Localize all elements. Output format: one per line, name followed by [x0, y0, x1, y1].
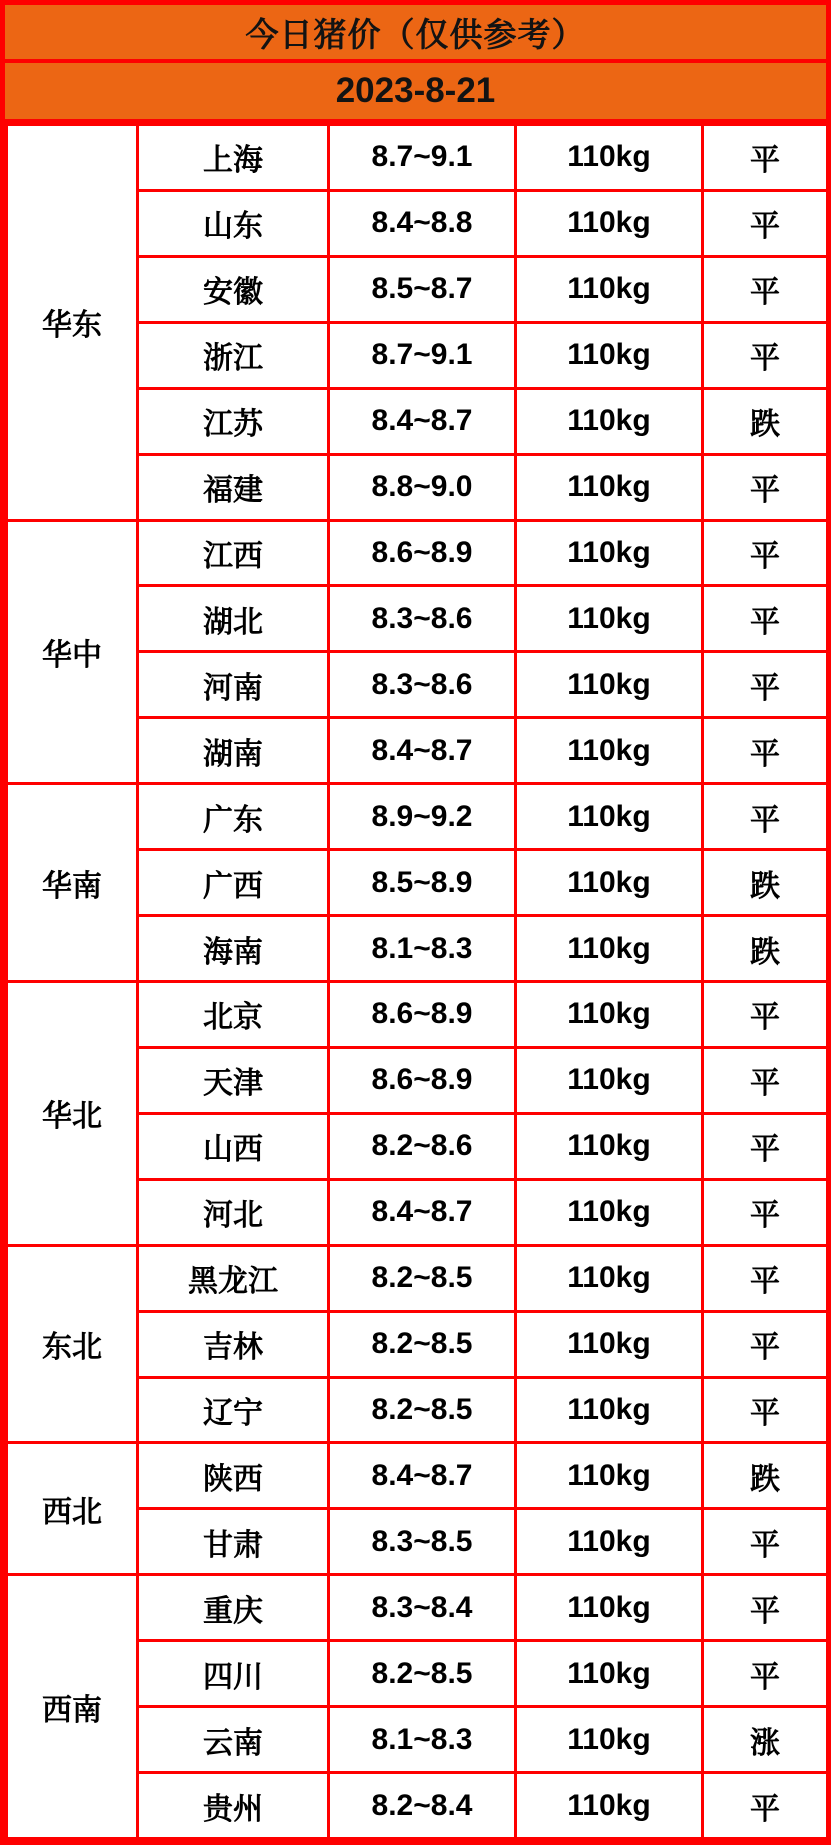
region-cell: 华北 — [7, 981, 138, 1245]
price-cell: 8.6~8.9 — [329, 1047, 516, 1113]
status-cell: 平 — [703, 1245, 828, 1311]
province-cell: 陕西 — [138, 1443, 329, 1509]
weight-cell: 110kg — [516, 1113, 703, 1179]
weight-cell: 110kg — [516, 520, 703, 586]
weight-cell: 110kg — [516, 1047, 703, 1113]
province-cell: 安徽 — [138, 256, 329, 322]
region-cell: 华南 — [7, 784, 138, 982]
status-cell: 平 — [703, 1113, 828, 1179]
status-cell: 平 — [703, 1179, 828, 1245]
province-cell: 海南 — [138, 916, 329, 982]
province-cell: 吉林 — [138, 1311, 329, 1377]
status-cell: 平 — [703, 784, 828, 850]
price-cell: 8.2~8.5 — [329, 1245, 516, 1311]
price-cell: 8.3~8.4 — [329, 1575, 516, 1641]
region-cell: 西南 — [7, 1575, 138, 1839]
weight-cell: 110kg — [516, 1311, 703, 1377]
price-cell: 8.2~8.5 — [329, 1641, 516, 1707]
weight-cell: 110kg — [516, 1245, 703, 1311]
weight-cell: 110kg — [516, 454, 703, 520]
weight-cell: 110kg — [516, 1509, 703, 1575]
province-cell: 黑龙江 — [138, 1245, 329, 1311]
weight-cell: 110kg — [516, 718, 703, 784]
status-cell: 平 — [703, 718, 828, 784]
pig-price-table — [5, 123, 829, 1840]
weight-cell: 110kg — [516, 1575, 703, 1641]
province-cell: 北京 — [138, 981, 329, 1047]
price-cell: 8.8~9.0 — [329, 454, 516, 520]
price-cell: 8.2~8.5 — [329, 1377, 516, 1443]
status-cell: 平 — [703, 1311, 828, 1377]
weight-cell: 110kg — [516, 1443, 703, 1509]
weight-cell: 110kg — [516, 1179, 703, 1245]
price-cell: 8.3~8.6 — [329, 652, 516, 718]
province-cell: 江西 — [138, 520, 329, 586]
province-cell: 四川 — [138, 1641, 329, 1707]
price-cell: 8.9~9.2 — [329, 784, 516, 850]
price-cell: 8.6~8.9 — [329, 520, 516, 586]
weight-cell: 110kg — [516, 586, 703, 652]
province-cell: 江苏 — [138, 388, 329, 454]
weight-cell: 110kg — [516, 850, 703, 916]
price-cell: 8.4~8.8 — [329, 190, 516, 256]
province-cell: 湖南 — [138, 718, 329, 784]
price-cell: 8.7~9.1 — [329, 322, 516, 388]
status-cell: 平 — [703, 190, 828, 256]
province-cell: 广东 — [138, 784, 329, 850]
province-cell: 湖北 — [138, 586, 329, 652]
date-label: 2023-8-21 — [5, 63, 826, 123]
weight-cell: 110kg — [516, 388, 703, 454]
province-cell: 浙江 — [138, 322, 329, 388]
status-cell: 跌 — [703, 916, 828, 982]
status-cell: 平 — [703, 981, 828, 1047]
province-cell: 山东 — [138, 190, 329, 256]
status-cell: 平 — [703, 1377, 828, 1443]
status-cell: 跌 — [703, 850, 828, 916]
price-cell: 8.5~8.9 — [329, 850, 516, 916]
price-cell: 8.4~8.7 — [329, 1443, 516, 1509]
province-cell: 广西 — [138, 850, 329, 916]
price-cell: 8.2~8.5 — [329, 1311, 516, 1377]
page-title: 今日猪价（仅供参考） — [5, 5, 826, 63]
province-cell: 河南 — [138, 652, 329, 718]
weight-cell: 110kg — [516, 190, 703, 256]
weight-cell: 110kg — [516, 981, 703, 1047]
province-cell: 贵州 — [138, 1773, 329, 1839]
price-row — [7, 981, 828, 1047]
status-cell: 平 — [703, 586, 828, 652]
weight-cell: 110kg — [516, 784, 703, 850]
region-cell: 华东 — [7, 125, 138, 521]
weight-cell: 110kg — [516, 916, 703, 982]
price-cell: 8.4~8.7 — [329, 1179, 516, 1245]
price-row — [7, 125, 828, 191]
province-cell: 辽宁 — [138, 1377, 329, 1443]
weight-cell: 110kg — [516, 1707, 703, 1773]
province-cell: 云南 — [138, 1707, 329, 1773]
status-cell: 平 — [703, 1575, 828, 1641]
price-cell: 8.1~8.3 — [329, 916, 516, 982]
status-cell: 涨 — [703, 1707, 828, 1773]
status-cell: 跌 — [703, 1443, 828, 1509]
status-cell: 平 — [703, 125, 828, 191]
price-cell: 8.3~8.6 — [329, 586, 516, 652]
status-cell: 平 — [703, 1509, 828, 1575]
price-cell: 8.4~8.7 — [329, 388, 516, 454]
province-cell: 山西 — [138, 1113, 329, 1179]
price-cell: 8.2~8.6 — [329, 1113, 516, 1179]
price-row — [7, 1575, 828, 1641]
region-cell: 东北 — [7, 1245, 138, 1443]
province-cell: 上海 — [138, 125, 329, 191]
weight-cell: 110kg — [516, 322, 703, 388]
weight-cell: 110kg — [516, 1773, 703, 1839]
price-cell: 8.4~8.7 — [329, 718, 516, 784]
weight-cell: 110kg — [516, 652, 703, 718]
price-cell: 8.3~8.5 — [329, 1509, 516, 1575]
price-cell: 8.1~8.3 — [329, 1707, 516, 1773]
weight-cell: 110kg — [516, 125, 703, 191]
price-row — [7, 1245, 828, 1311]
status-cell: 平 — [703, 1641, 828, 1707]
status-cell: 平 — [703, 652, 828, 718]
price-cell: 8.7~9.1 — [329, 125, 516, 191]
status-cell: 平 — [703, 454, 828, 520]
region-cell: 华中 — [7, 520, 138, 784]
status-cell: 平 — [703, 322, 828, 388]
province-cell: 河北 — [138, 1179, 329, 1245]
weight-cell: 110kg — [516, 1641, 703, 1707]
price-row — [7, 520, 828, 586]
price-row — [7, 1443, 828, 1509]
status-cell: 平 — [703, 1047, 828, 1113]
province-cell: 福建 — [138, 454, 329, 520]
province-cell: 重庆 — [138, 1575, 329, 1641]
status-cell: 跌 — [703, 388, 828, 454]
price-cell: 8.5~8.7 — [329, 256, 516, 322]
status-cell: 平 — [703, 256, 828, 322]
province-cell: 天津 — [138, 1047, 329, 1113]
price-cell: 8.2~8.4 — [329, 1773, 516, 1839]
province-cell: 甘肃 — [138, 1509, 329, 1575]
price-row — [7, 784, 828, 850]
status-cell: 平 — [703, 520, 828, 586]
region-cell: 西北 — [7, 1443, 138, 1575]
price-cell: 8.6~8.9 — [329, 981, 516, 1047]
weight-cell: 110kg — [516, 1377, 703, 1443]
weight-cell: 110kg — [516, 256, 703, 322]
status-cell: 平 — [703, 1773, 828, 1839]
